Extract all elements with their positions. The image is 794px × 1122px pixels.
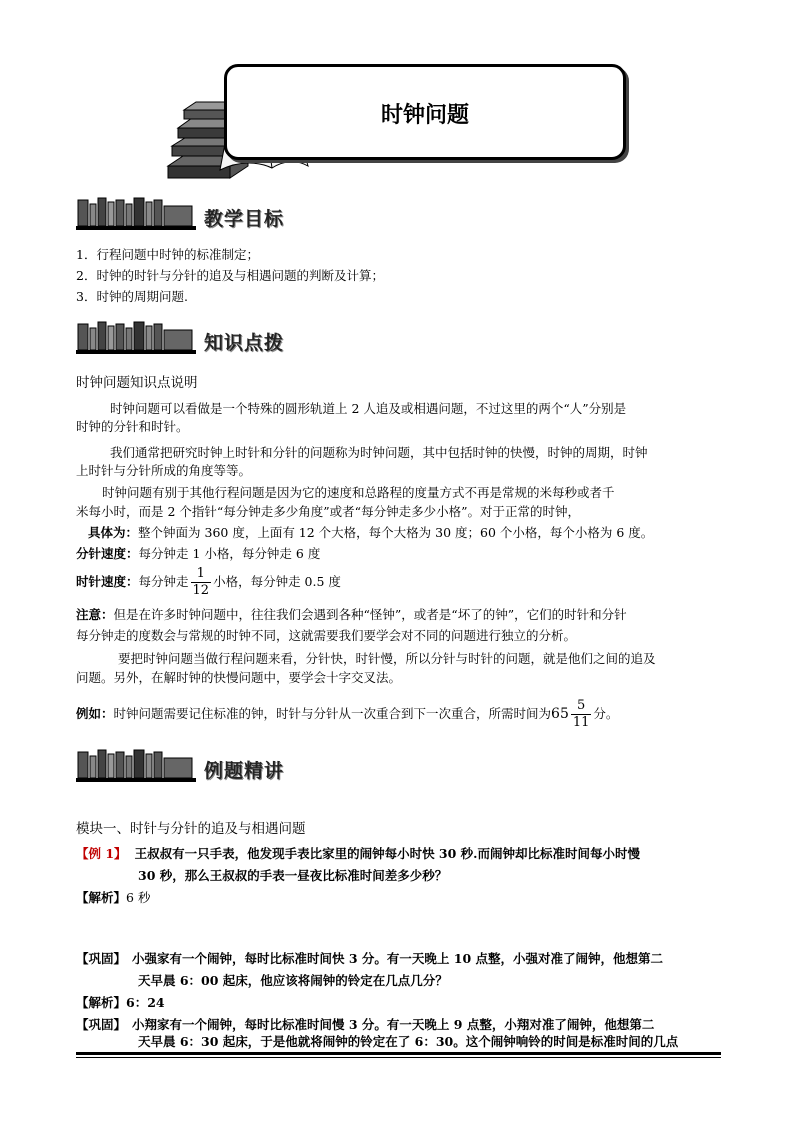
answer-1-line [76, 887, 150, 909]
paragraph-line: 问题。另外，在解时钟的快慢问题中，要学会十字交叉法。 [76, 670, 402, 685]
answer-1-tag: 【解析】 [76, 890, 127, 905]
example-1-line: 30 秒，那么王叔叔的手表一昼夜比标准时间差多少秒？ [138, 868, 448, 883]
objective-item: 1．行程问题中时钟的标准制定； [76, 247, 259, 262]
objective-item: 2．时钟的时针与分针的追及与相遇问题的判断及计算； [76, 268, 384, 283]
consolidation-2-text: 小翔家有一个闹钟，每时比标准时间慢 3 分。有一天晚上 9 点整，小翔对准了闹钟，他想第二 [132, 1017, 655, 1032]
paragraph-line: 我们通常把研究时钟上时针和分针的问题称为时钟问题，其中包括时钟的快慢，时钟的周期，时钟 [110, 445, 648, 460]
module-title: 模块一、时针与分针的追及与相遇问题 [76, 821, 306, 837]
hour-speed-pre: 每分钟走 [138, 574, 189, 589]
example-1-tag: 【例 1】 [76, 846, 127, 861]
note-label: 注意： [76, 607, 114, 622]
hour-speed-post: 小格，每分钟走 0.5 度 [213, 574, 341, 589]
minute-speed-text: 每分钟走 1 小格，每分钟走 6 度 [138, 546, 321, 561]
consolidation-1-line [76, 948, 663, 970]
mixed-number-whole: 65 [551, 706, 569, 722]
answer-2-tag: 【解析】 [76, 995, 127, 1010]
answer-2-line [76, 992, 165, 1014]
section-banner-icon [76, 196, 196, 230]
example-label: 例如： [76, 706, 114, 721]
objective-item: 3．时钟的周期问题. [76, 289, 188, 304]
paragraph-line: 上时针与分针所成的角度等等。 [76, 463, 252, 478]
minute-speed-label: 分针速度： [76, 546, 139, 561]
example-line [76, 698, 618, 731]
section-banner-icon [76, 748, 196, 782]
paragraph-line: 时钟问题可以看做是一个特殊的圆形轨道上 2 人追及或相遇问题，不过这里的两个“人”分别是 [110, 401, 627, 416]
hour-speed-label: 时针速度： [76, 574, 139, 589]
fraction [571, 698, 592, 731]
page-title: 时钟问题 [380, 103, 469, 128]
hour-speed-line [76, 566, 341, 599]
answer-1-text: 6 秒 [126, 890, 151, 905]
example-unit: 分。 [593, 706, 619, 721]
specific-text: 整个钟面为 360 度，上面有 12 个大格，每个大格为 30 度；60 个小格，每个小格为 6 度。 [138, 525, 654, 540]
note-text: 但是在许多时钟问题中，往往我们会遇到各种“怪钟”，或者是“坏了的钟”，它们的时针和分针 [113, 607, 627, 622]
knowledge-heading: 时钟问题知识点说明 [76, 375, 198, 391]
consolidation-2-tag: 【巩固】 [76, 1017, 127, 1032]
paragraph-line: 时钟的分针和时针。 [76, 419, 189, 434]
fraction-denominator: 11 [572, 715, 590, 730]
consolidation-2-line: 天早晨 6：30 起床，于是他就将闹钟的铃定在了 6：30。这个闹钟响铃的时间是标准时间的几点 [138, 1034, 679, 1049]
section-title-examples: 例题精讲 [204, 760, 285, 782]
answer-2-text: 6：24 [126, 995, 165, 1010]
specific-label: 具体为： [88, 525, 139, 540]
footer-rule [76, 1052, 721, 1055]
footer-rule-thin [76, 1057, 721, 1058]
note-line [76, 606, 627, 624]
specific-line [88, 524, 653, 542]
paragraph-line: 每分钟走的度数会与常规的时钟不同，这就需要我们要学会对不同的问题进行独立的分析。 [76, 628, 577, 643]
example-1-line [76, 843, 640, 865]
section-title-knowledge: 知识点拨 [204, 332, 285, 354]
paragraph-line: 时钟问题有别于其他行程问题是因为它的速度和总路程的度量方式不再是常规的米每秒或者千 [102, 485, 615, 500]
paragraph-line: 米每小时，而是 2 个指针“每分钟走多少角度”或者“每分钟走多少小格”。对于正常的时钟， [76, 504, 580, 519]
fraction-denominator: 12 [192, 583, 210, 598]
consolidation-1-tag: 【巩固】 [76, 951, 127, 966]
fraction-numerator: 5 [571, 698, 592, 715]
fraction [191, 566, 212, 599]
fraction-numerator: 1 [191, 566, 212, 583]
example-text: 时钟问题需要记住标准的钟，时针与分针从一次重合到下一次重合，所需时间为 [113, 706, 552, 721]
section-title-objectives: 教学目标 [204, 208, 285, 230]
consolidation-1-line: 天早晨 6：00 起床，他应该将闹钟的铃定在几点几分？ [138, 973, 448, 988]
consolidation-1-text: 小强家有一个闹钟，每时比标准时间快 3 分。有一天晚上 10 点整，小强对准了闹钟，他想第二 [132, 951, 664, 966]
paragraph-line: 要把时钟问题当做行程问题来看，分针快，时针慢，所以分针与时针的问题，就是他们之间的追及 [118, 651, 656, 666]
example-1-text: 王叔叔有一只手表，他发现手表比家里的闹钟每小时快 30 秒.而闹钟却比标准时间每小时慢 [134, 846, 641, 861]
minute-speed-line [76, 545, 320, 563]
section-banner-icon [76, 320, 196, 354]
